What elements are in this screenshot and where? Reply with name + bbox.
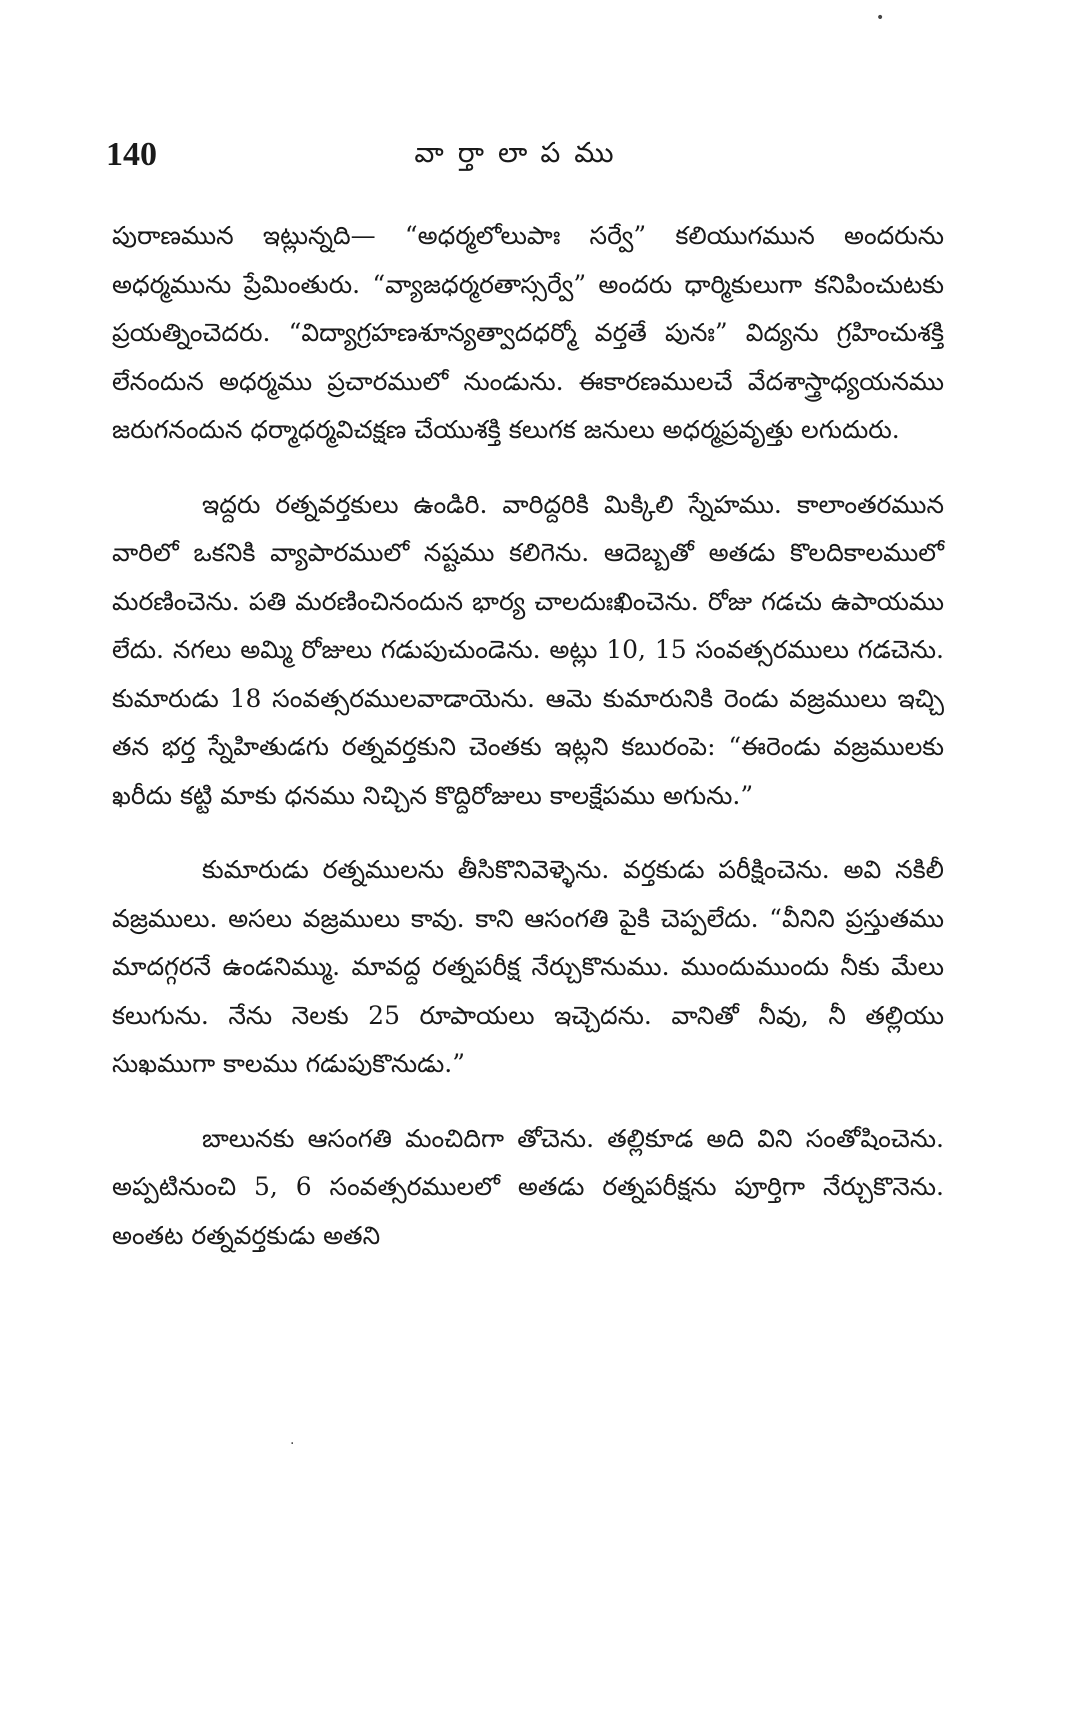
scan-speck-bottom: · [290, 1436, 295, 1452]
scan-speck-top-right: • [876, 10, 885, 26]
running-title: వార్తాలాపము [414, 136, 628, 169]
paragraph-1: పురాణమున ఇట్లున్నది— “అధర్మలోలుపాః సర్వే” కలియుగమున అందరును అధర్మమును ప్రేమింతురు. “వ్యాజధర్మరతాస్సర్వే” అందరు ధార్మికులుగా కనిపించుటకు ప్రయత్నించెదరు. “విద్యాగ్రహణశూన్యత్వాదధర్మో వర్తతే పునః” విద్యను గ్రహించుశక్తి లేనందున అధర్మము ప్రచారములో నుండును. ఈకారణములచే వేదశాస్త్రాధ్యయనము జరుగనందున ధర్మాధర్మవిచక్షణ చేయుశక్తి కలుగక జనులు అధర్మప్రవృత్తు లగుదురు. [112, 221, 944, 444]
paragraph-2: ఇద్దరు రత్నవర్తకులు ఉండిరి. వారిద్దరికి మిక్కిలి స్నేహము. కాలాంతరమున వారిలో ఒకనికి వ్యాపారములో నష్టము కలిగెను. ఆదెబ్బతో అతడు కొలదికాలములో మరణించెను. పతి మరణించినందున భార్య చాలదుఃఖించెను. రోజు గడచు ఉపాయము లేదు. నగలు అమ్మి రోజులు గడుపుచుండెను. అట్లు 10, 15 సంవత్సరములు గడచెను. కుమారుడు 18 సంవత్సరములవాడాయెను. ఆమె కుమారునికి రెండు వజ్రములు ఇచ్చి తన భర్త స్నేహితుడగు రత్నవర్తకుని చెంతకు ఇట్లని కబురంపె: “ఈరెండు వజ్రములకు ఖరీదు కట్టి మాకు ధనము నిచ్చిన కొద్దిరోజులు కాలక్షేపము అగును.” [112, 489, 944, 810]
body-text [112, 212, 944, 1260]
page-number: 140 [106, 136, 157, 173]
paragraph-4: బాలునకు ఆసంగతి మంచిదిగా తోచెను. తల్లికూడ అది విని సంతోషించెను. అప్పటినుంచి 5, 6 సంవత్సరములలో అతడు రత్నపరీక్షను పూర్తిగా నేర్చుకొనెను. అంతట రత్నవర్తకుడు అతని [112, 1123, 944, 1250]
paragraph-3: కుమారుడు రత్నములను తీసికొనివెళ్ళెను. వర్తకుడు పరీక్షించెను. అవి నకిలీ వజ్రములు. అసలు వజ్రములు కావు. కాని ఆసంగతి పైకి చెప్పలేదు. “వీనిని ప్రస్తుతము మాదగ్గరనే ఉండనిమ్ము. మావద్ద రత్నపరీక్ష నేర్చుకొనుము. ముందుముందు నీకు మేలు కలుగును. నేను నెలకు 25 రూపాయలు ఇచ్చెదను. వానితో నీవు, నీ తల్లియు సుఖముగా కాలము గడుపుకొనుడు.” [112, 855, 944, 1078]
page-header [106, 128, 936, 188]
